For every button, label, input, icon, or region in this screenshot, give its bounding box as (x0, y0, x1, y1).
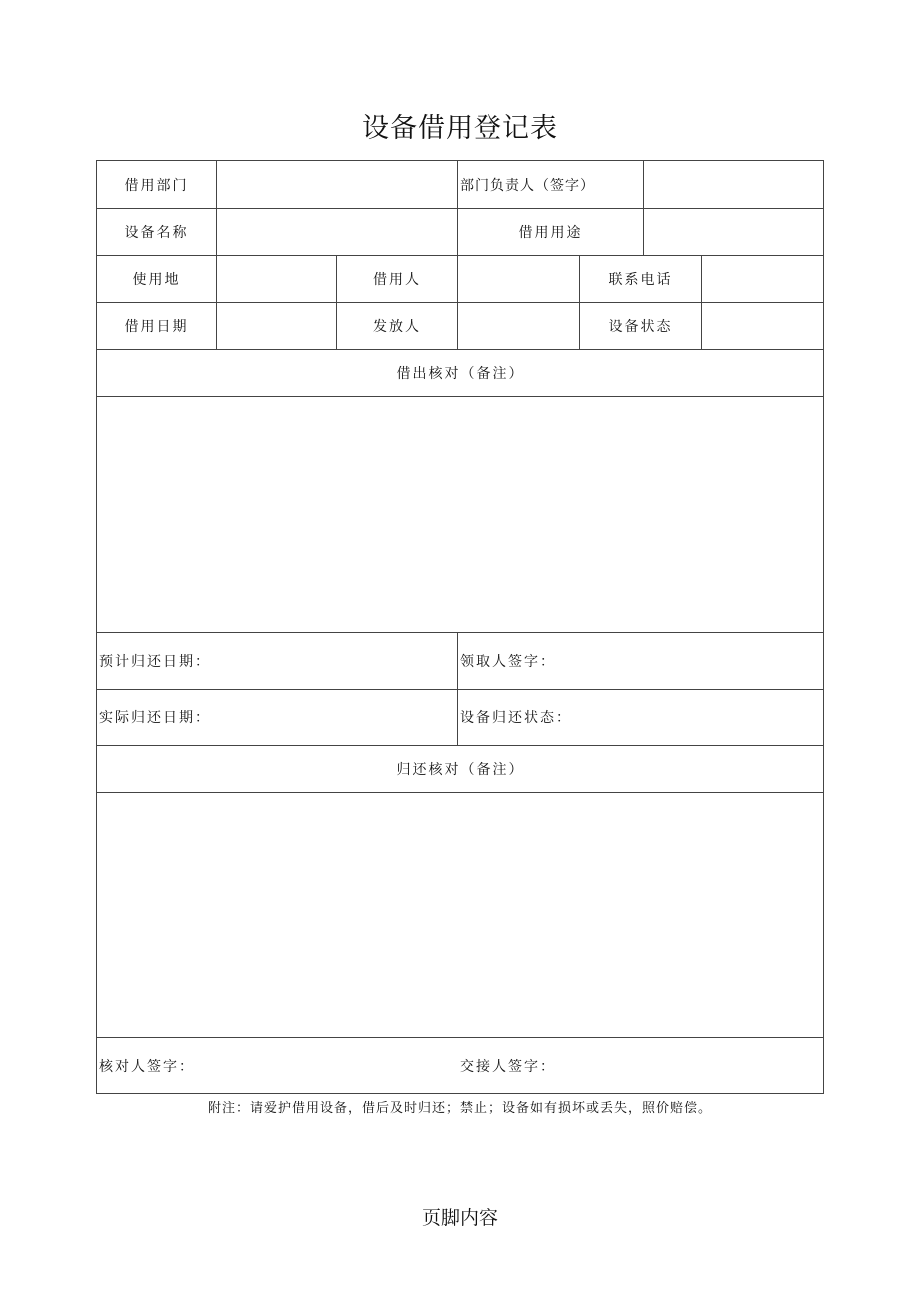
borrow-date-field[interactable] (217, 302, 336, 349)
borrow-purpose-field[interactable] (644, 208, 824, 255)
dept-head-sign-field[interactable] (644, 161, 824, 208)
dept-head-sign-label: 部门负责人（签字） (460, 177, 595, 194)
issuer-field[interactable] (458, 302, 579, 349)
equipment-status-label: 设备状态 (608, 318, 673, 335)
recipient-sign-label: 领取人签字： (460, 653, 556, 670)
checkout-remarks-area[interactable] (97, 397, 824, 632)
handover-sign-label: 交接人签字： (460, 1058, 556, 1075)
form-title: 设备借用登记表 (362, 113, 558, 144)
return-remarks-area[interactable] (97, 793, 824, 1037)
page-footer: 页脚内容 (421, 1207, 498, 1229)
issuer-label: 发放人 (373, 318, 421, 335)
borrower-field[interactable] (458, 255, 579, 302)
equipment-name-field[interactable] (217, 208, 457, 255)
use-location-field[interactable] (217, 255, 336, 302)
contact-phone-field[interactable] (702, 255, 824, 302)
use-location-label: 使用地 (132, 271, 181, 288)
return-status-label: 设备归还状态： (460, 710, 572, 726)
actual-return-date-label: 实际归还日期： (99, 710, 211, 726)
checkout-remarks-header: 借出核对（备注） (396, 365, 525, 382)
borrow-dept-field[interactable] (217, 161, 457, 208)
borrow-date-label: 借用日期 (124, 318, 189, 335)
checker-sign-label: 核对人签字： (99, 1058, 195, 1075)
borrower-label: 借用人 (373, 271, 421, 288)
equipment-status-field[interactable] (702, 302, 824, 349)
contact-phone-label: 联系电话 (608, 271, 673, 288)
expected-return-date-label: 预计归还日期： (99, 653, 211, 670)
borrow-register-table (96, 160, 824, 1094)
return-remarks-header: 归还核对（备注） (396, 761, 525, 778)
borrow-dept-label: 借用部门 (124, 177, 189, 194)
footnote: 附注：请爱护借用设备，借后及时归还；禁止；设备如有损坏或丢失，照价赔偿。 (207, 1101, 712, 1116)
borrow-purpose-label: 借用用途 (518, 224, 583, 241)
equipment-name-label: 设备名称 (124, 224, 189, 241)
